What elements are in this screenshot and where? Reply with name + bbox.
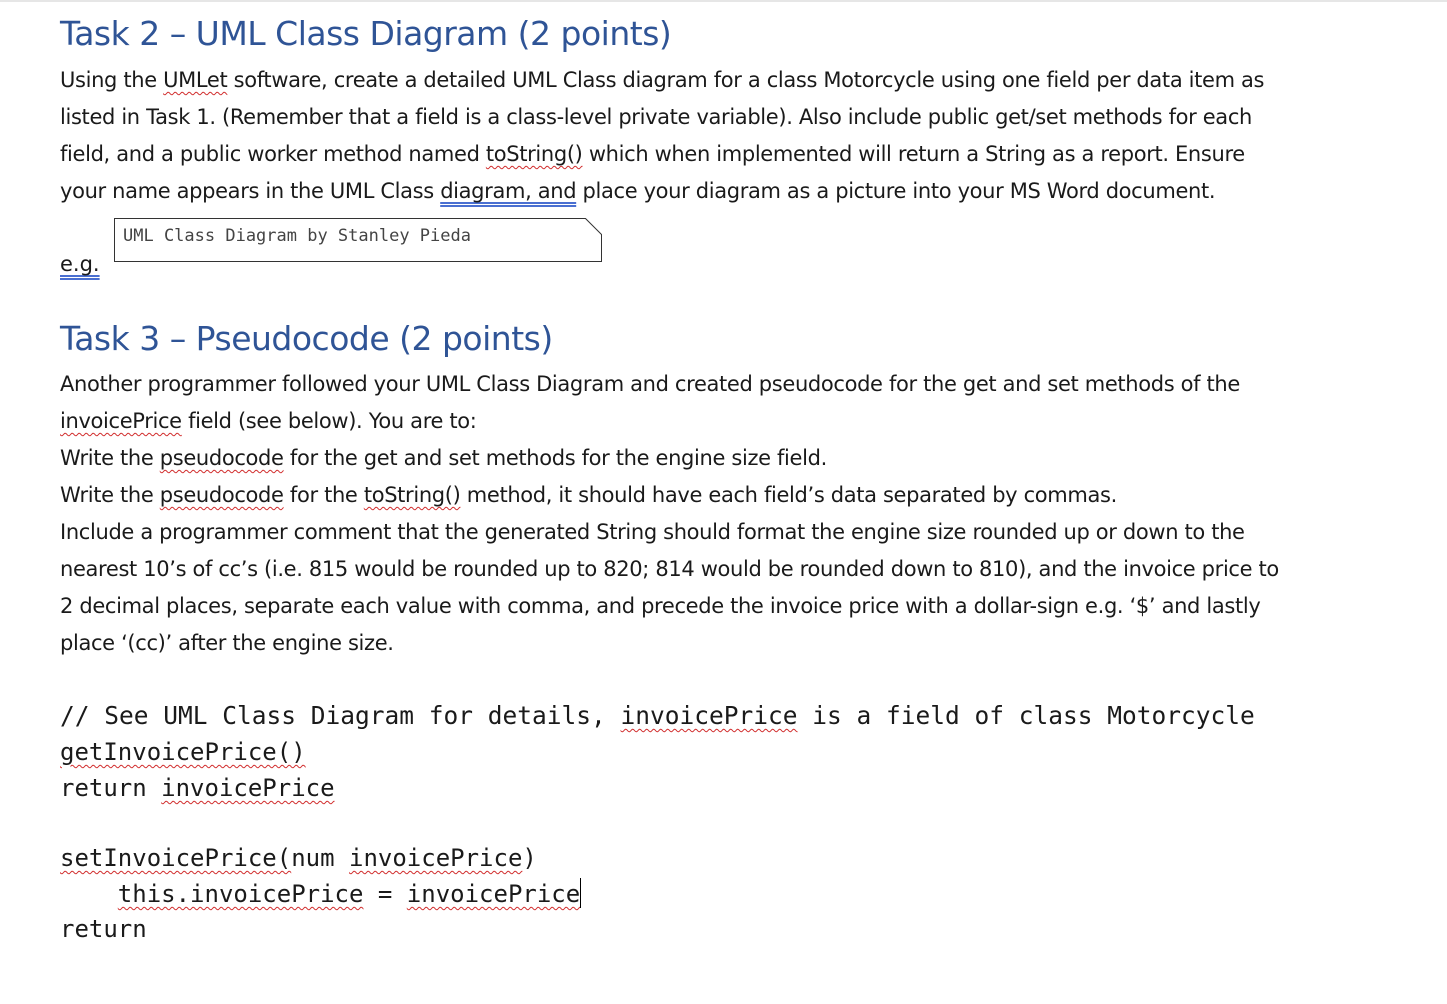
task3-line-2: invoicePrice field (see below). You are to:	[60, 409, 477, 433]
setter-body-line: this.invoicePrice = invoicePrice	[117, 880, 581, 908]
task3-paragraph	[60, 366, 1428, 662]
task3-heading: Task 3 – Pseudocode (2 points)	[60, 319, 553, 358]
task2-line-1: Using the UMLet software, create a detailed UML Class diagram for a class Motorcycle using one field per data item as	[60, 68, 1265, 92]
note-fold-corner	[585, 218, 602, 235]
code-comment-line: // See UML Class Diagram for details, invoicePrice is a field of class Motorcycle	[60, 701, 1255, 730]
task3-line-6: nearest 10’s of cc’s (i.e. 815 would be rounded up to 820; 814 would be rounded down to 810), and the invoice price to	[60, 557, 1279, 581]
task3-line-3: Write the pseudocode for the get and set methods for the engine size field.	[60, 446, 827, 470]
getter-signature: getInvoicePrice()	[60, 738, 306, 766]
text-cursor	[580, 878, 581, 908]
task2-paragraph	[60, 62, 1428, 210]
uml-note-text: UML Class Diagram by Stanley Pieda	[123, 226, 471, 246]
task3-line-7: 2 decimal places, separate each value with comma, and precede the invoice price with a dollar-sign e.g. ‘$’ and lastly	[60, 594, 1261, 618]
task2-line-4: your name appears in the UML Class diagram, and place your diagram as a picture into your MS Word document.	[60, 179, 1216, 203]
setter-return-line: return	[60, 915, 147, 943]
task3-line-5: Include a programmer comment that the generated String should format the engine size rounded up or down to the	[60, 520, 1245, 544]
task2-line-3: field, and a public worker method named toString() which when implemented will return a String as a report. Ensure	[60, 142, 1245, 166]
example-label: e.g.	[60, 252, 100, 276]
task2-heading: Task 2 – UML Class Diagram (2 points)	[60, 14, 672, 53]
task3-line-8: place ‘(cc)’ after the engine size.	[60, 631, 394, 655]
task3-line-1: Another programmer followed your UML Class Diagram and created pseudocode for the get and set methods of the	[60, 372, 1240, 396]
task3-line-4: Write the pseudocode for the toString() method, it should have each field’s data separated by commas.	[60, 483, 1117, 507]
getter-return-line: return invoicePrice	[60, 774, 335, 802]
uml-note-box	[114, 218, 602, 262]
setter-signature: setInvoicePrice(num invoicePrice)	[60, 844, 537, 872]
page-top-border	[0, 0, 1447, 2]
task2-line-2: listed in Task 1. (Remember that a field is a class-level private variable). Also include public get/set methods for each	[60, 105, 1252, 129]
